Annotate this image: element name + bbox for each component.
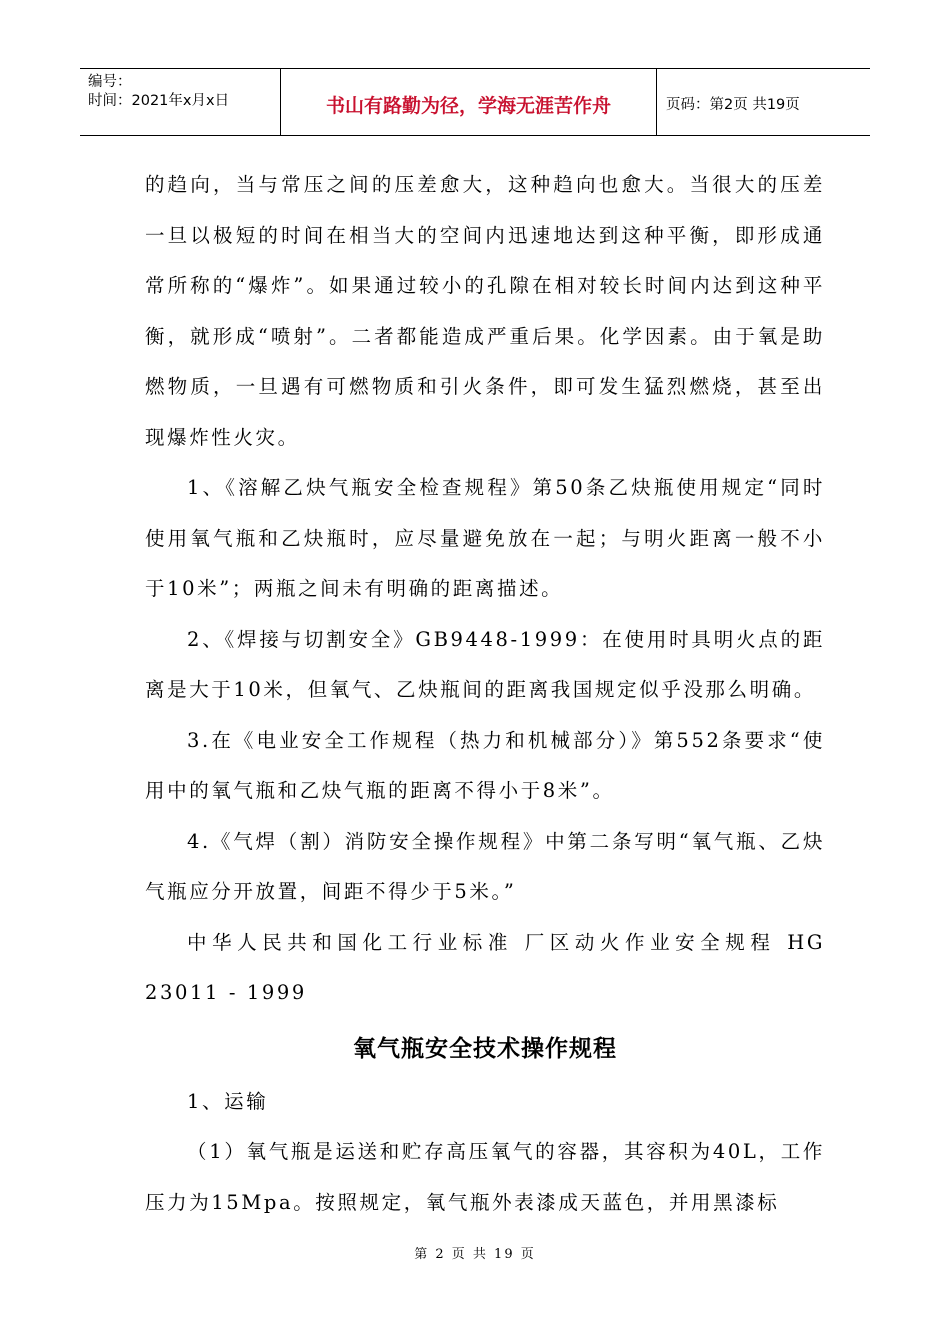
document-body [145,160,825,1228]
section-title: 氧气瓶安全技术操作规程 [353,1035,617,1061]
body-paragraph: 2、《焊接与切割安全》GB9448-1999：在使用时具明火点的距离是大于10米，但氧气、乙炔瓶间的距离我国规定似乎没那么明确。 [145,627,825,701]
header-meta-cell [80,69,281,135]
header-motto-cell [281,69,657,135]
page-header [80,68,870,136]
body-paragraph: 中华人民共和国化工行业标准 厂区动火作业安全规程 HG 23011 - 1999 [145,930,825,1004]
section-paragraph: （1）氧气瓶是运送和贮存高压氧气的容器，其容积为40L，工作压力为15Mpa。按照规定，氧气瓶外表漆成天蓝色，并用黑漆标 [145,1140,825,1214]
section-item: 1、运输 [187,1089,269,1113]
page-footer: 第 2 页 共 19 页 [414,1247,536,1262]
body-paragraph: 1、《溶解乙炔气瓶安全检查规程》第50条乙炔瓶使用规定“同时使用氧气瓶和乙炔瓶时，应尽量避免放在一起；与明火距离一般不小于10米”；两瓶之间未有明确的距离描述。 [145,476,825,600]
body-paragraph: 3.在《电业安全工作规程（热力和机械部分）》第552条要求“使用中的氧气瓶和乙炔气瓶的距离不得小于8米”。 [145,728,825,802]
body-paragraph: 的趋向，当与常压之间的压差愈大，这种趋向也愈大。当很大的压差一旦以极短的时间在相当大的空间内迅速地达到这种平衡，即形成通常所称的“爆炸”。如果通过较小的孔隙在相对较长时间内达到这种平衡，就形成“喷射”。二者都能造成严重后果。化学因素。由于氧是助燃物质，一旦遇有可燃物质和引火条件，即可发生猛烈燃烧，甚至出现爆炸性火灾。 [145,173,825,449]
header-motto: 书山有路勤为径，学海无涯苦作舟 [325,94,611,117]
body-paragraph: 4.《气焊（割）消防安全操作规程》中第二条写明“氧气瓶、乙炔气瓶应分开放置，间距不得少于5米。” [145,829,825,903]
document-date-label: 时间：2021年x月x日 [88,93,230,109]
header-page-cell [657,69,870,135]
document-number-label: 编号： [88,74,132,90]
header-page-info: 页码：第2页 共19页 [666,96,800,113]
